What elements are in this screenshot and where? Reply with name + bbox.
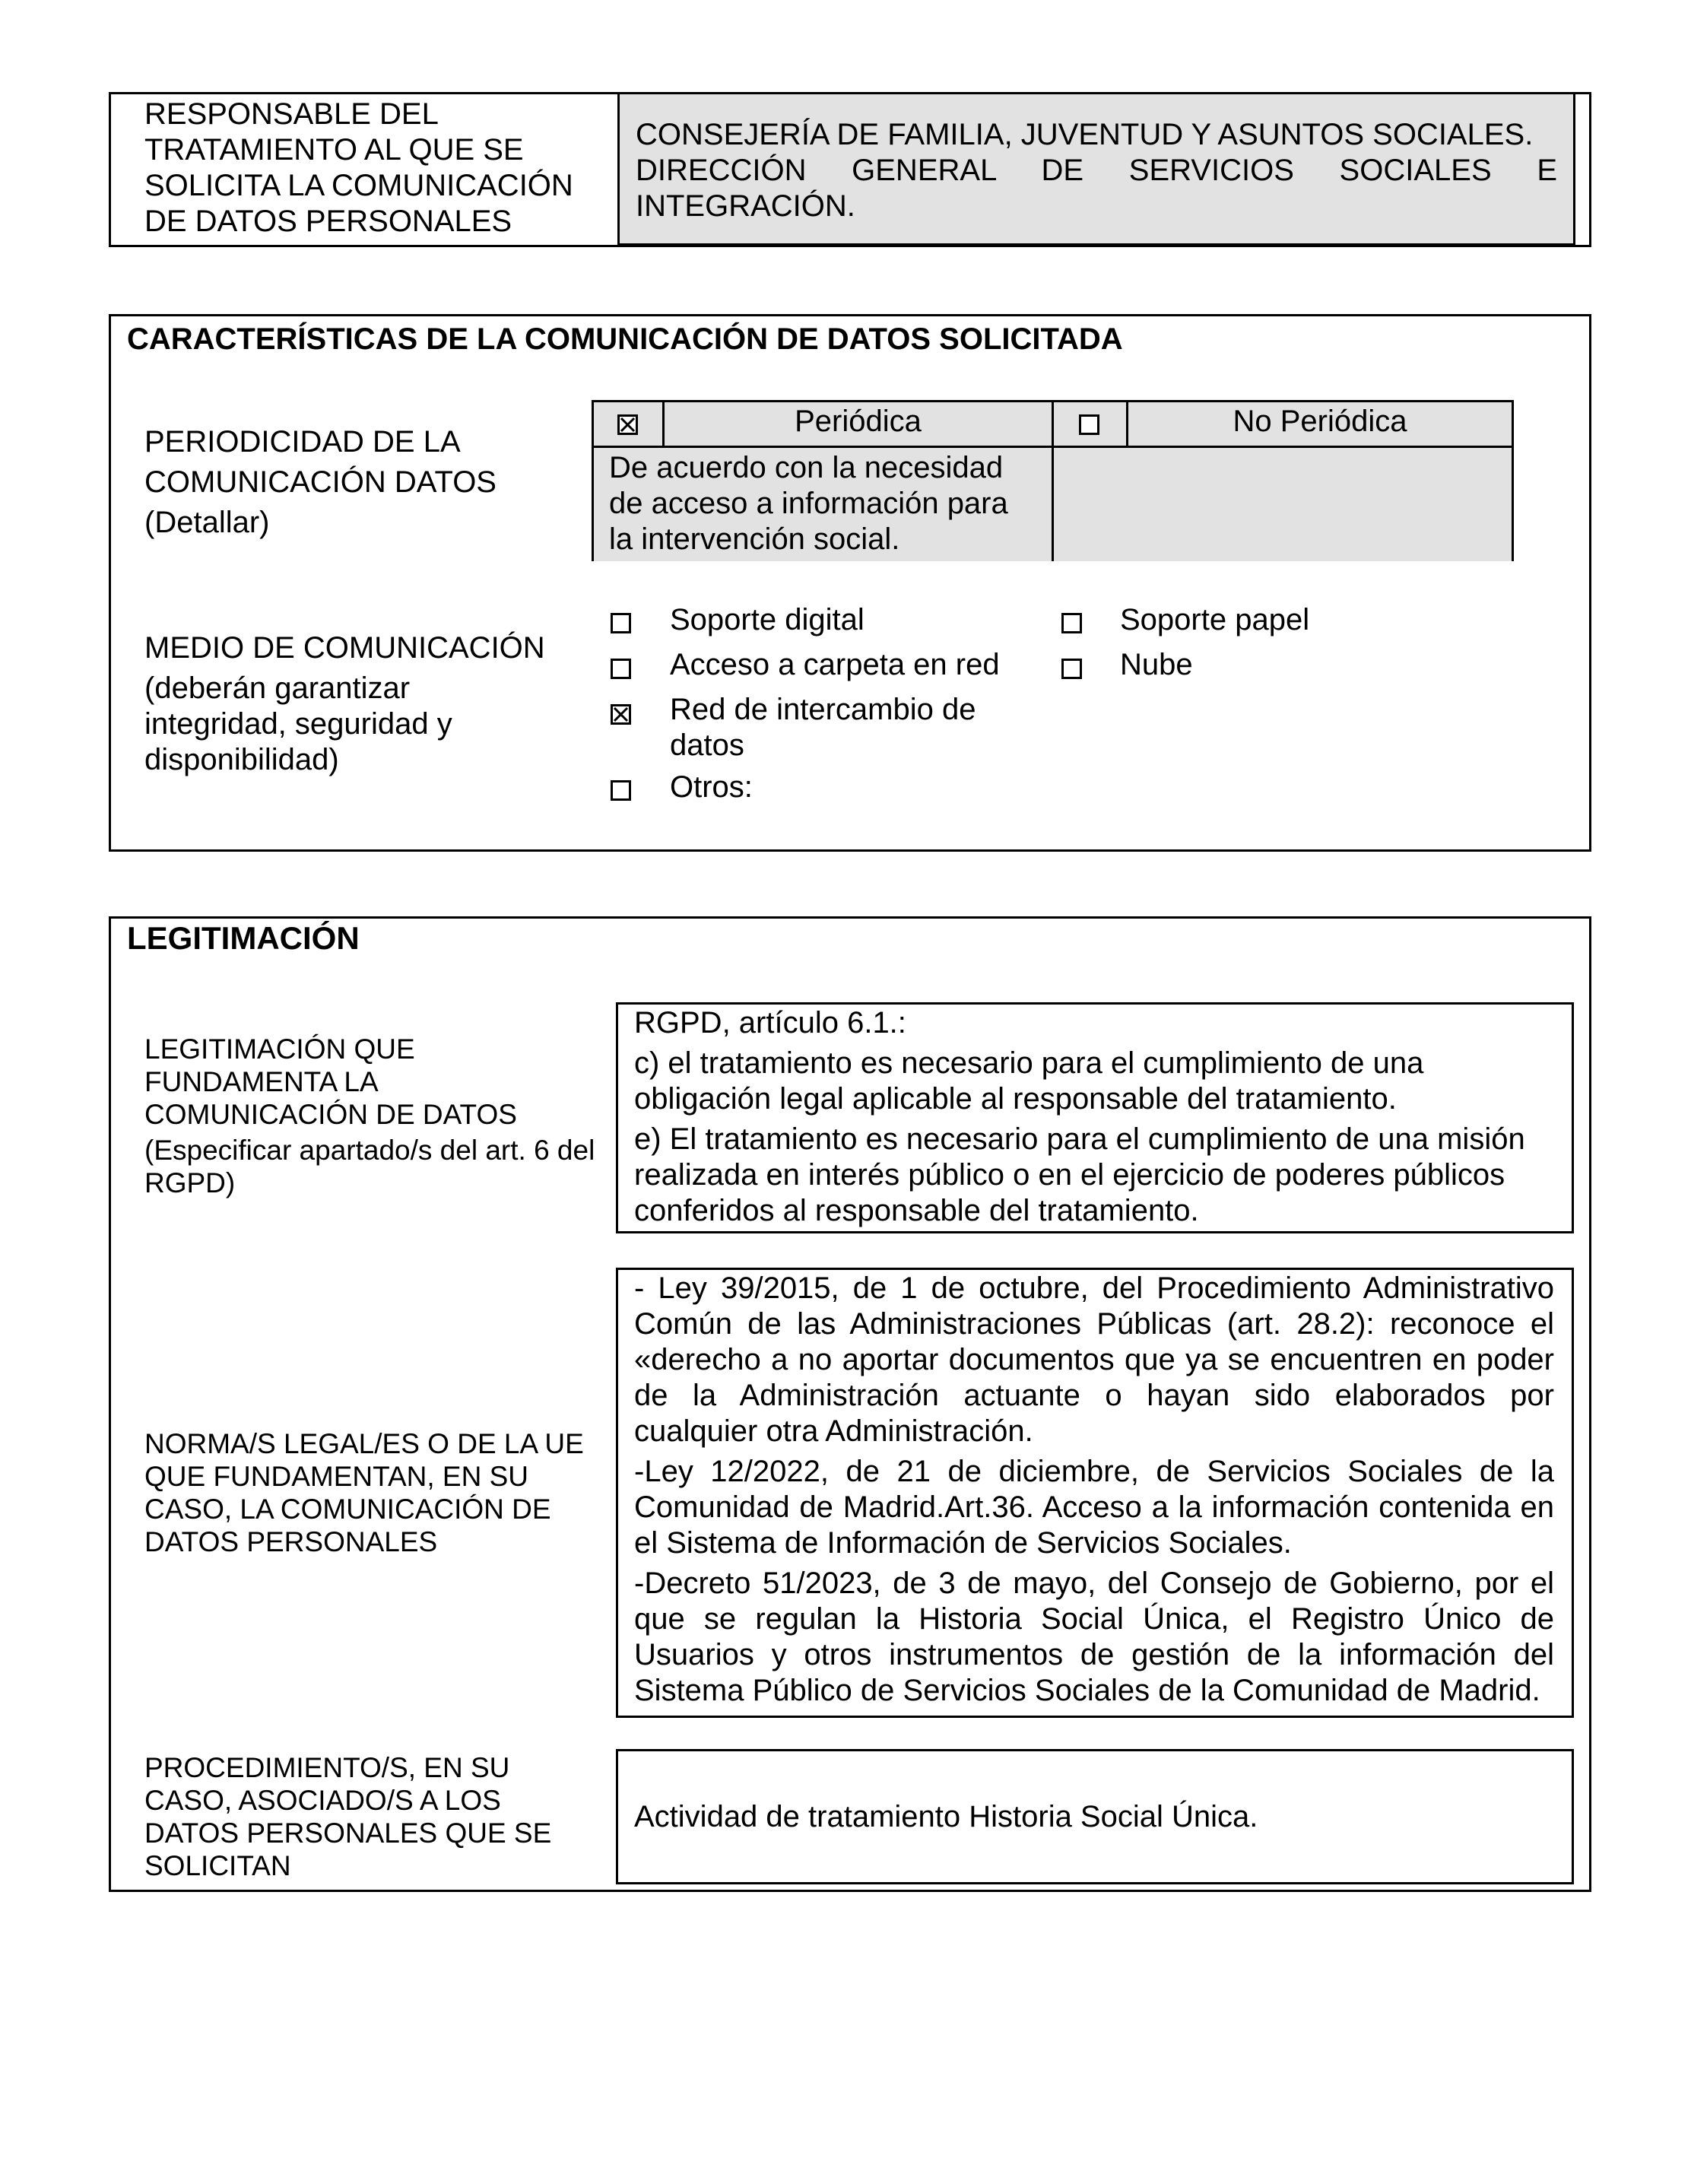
soporte-digital-checkbox[interactable] xyxy=(611,613,631,633)
periodicidad-label-line: (Detallar) xyxy=(144,506,270,539)
check-x-icon xyxy=(620,417,636,433)
procedimiento-label: PROCEDIMIENTO/S, EN SU CASO, ASOCIADO/S A LOS DATOS PERSONALES QUE SE SOLICITAN xyxy=(144,1752,552,1881)
no-periodica-checkbox[interactable] xyxy=(1079,414,1099,435)
carpeta-red-label: Acceso a carpeta en red xyxy=(670,648,1000,681)
responsable-label: RESPONSABLE DEL TRATAMIENTO AL QUE SE SOLICITA LA COMUNICACIÓN DE DATOS PERSONALES xyxy=(144,97,573,238)
fundamento-content xyxy=(634,1005,1554,1229)
periodicidad-label xyxy=(144,422,570,543)
periodicidad-detail: De acuerdo con la necesidad de acceso a información para la intervención social. xyxy=(609,451,1008,556)
responsable-value xyxy=(636,117,1557,224)
no-periodica-label: No Periódica xyxy=(1233,405,1407,438)
procedimiento-value: Actividad de tratamiento Historia Social Única. xyxy=(634,1800,1258,1833)
responsable-line-1: CONSEJERÍA DE FAMILIA, JUVENTUD Y ASUNTOS SOCIALES. xyxy=(636,118,1534,151)
red-intercambio-label: Red de intercambio de datos xyxy=(670,693,976,762)
normas-content xyxy=(634,1271,1554,1709)
soporte-papel-checkbox[interactable] xyxy=(1061,613,1082,633)
normas-item: - Ley 39/2015, de 1 de octubre, del Procedimiento Administrativo Común de las Administraciones Públicas (art. 28.2): reconoce el «derecho a no aportar documentos que ya se encuentren en poder de la Administración actuante o hayan sido elaborados por cualquier otra Administración. xyxy=(634,1271,1554,1448)
fundamento-item: e) El tratamiento es necesario para el cumplimiento de una misión realizada en interés público o en el ejercicio de poderes públicos conferidos al responsable del tratamiento. xyxy=(634,1122,1525,1227)
medio-sublabel: (deberán garantizar integridad, seguridad y disponibilidad) xyxy=(144,671,452,776)
fundamento-item: c) el tratamiento es necesario para el cumplimiento de una obligación legal aplicable al responsable del tratamiento. xyxy=(634,1046,1424,1116)
periodicidad-label-line: COMUNICACIÓN DATOS xyxy=(144,465,497,499)
periodicidad-label-line: PERIODICIDAD DE LA xyxy=(144,425,461,459)
red-intercambio-checkbox[interactable] xyxy=(611,704,631,725)
check-x-icon xyxy=(613,706,629,722)
table-border-left xyxy=(592,400,594,561)
normas-item: -Ley 12/2022, de 21 de diciembre, de Servicios Sociales de la Comunidad de Madrid.Art.36. Acceso a la información contenida en el Sistema de Información de Servicios Sociales. xyxy=(634,1455,1554,1560)
carpeta-red-checkbox[interactable] xyxy=(611,659,631,679)
otros-label: Otros: xyxy=(670,770,753,804)
fundamento-sublabel: (Especificar apartado/s del art. 6 del RGPD) xyxy=(144,1135,595,1198)
normas-label: NORMA/S LEGAL/ES O DE LA UE QUE FUNDAMENTAN, EN SU CASO, LA COMUNICACIÓN DE DATOS PERSONALES xyxy=(144,1428,584,1557)
table-border-right xyxy=(1512,400,1514,561)
medio-label: MEDIO DE COMUNICACIÓN xyxy=(144,631,545,665)
fundamento-heading: RGPD, artículo 6.1.: xyxy=(634,1006,906,1040)
caracteristicas-title: CARACTERÍSTICAS DE LA COMUNICACIÓN DE DATOS SOLICITADA xyxy=(127,322,1123,356)
normas-item: -Decreto 51/2023, de 3 de mayo, del Consejo de Gobierno, por el que se regulan la Historia Social Única, el Registro Único de Usuarios y otros instrumentos de gestión de la información del Sistema Público de Servicios Sociales de la Comunidad de Madrid. xyxy=(634,1567,1554,1707)
nube-checkbox[interactable] xyxy=(1061,659,1082,679)
fundamento-label: LEGITIMACIÓN QUE FUNDAMENTA LA COMUNICACIÓN DE DATOS xyxy=(144,1033,517,1130)
periodica-checkbox[interactable] xyxy=(617,414,638,435)
periodica-label: Periódica xyxy=(795,405,922,438)
soporte-digital-label: Soporte digital xyxy=(670,603,865,636)
otros-checkbox[interactable] xyxy=(611,780,631,801)
table-border-center xyxy=(1052,400,1054,561)
legitimacion-title: LEGITIMACIÓN xyxy=(127,920,360,956)
soporte-papel-label: Soporte papel xyxy=(1120,603,1310,636)
responsable-line-3: INTEGRACIÓN. xyxy=(636,189,855,223)
nube-label: Nube xyxy=(1120,648,1193,681)
responsable-line-2: DIRECCIÓN GENERAL DE SERVICIOS SOCIALES E xyxy=(636,154,1557,187)
